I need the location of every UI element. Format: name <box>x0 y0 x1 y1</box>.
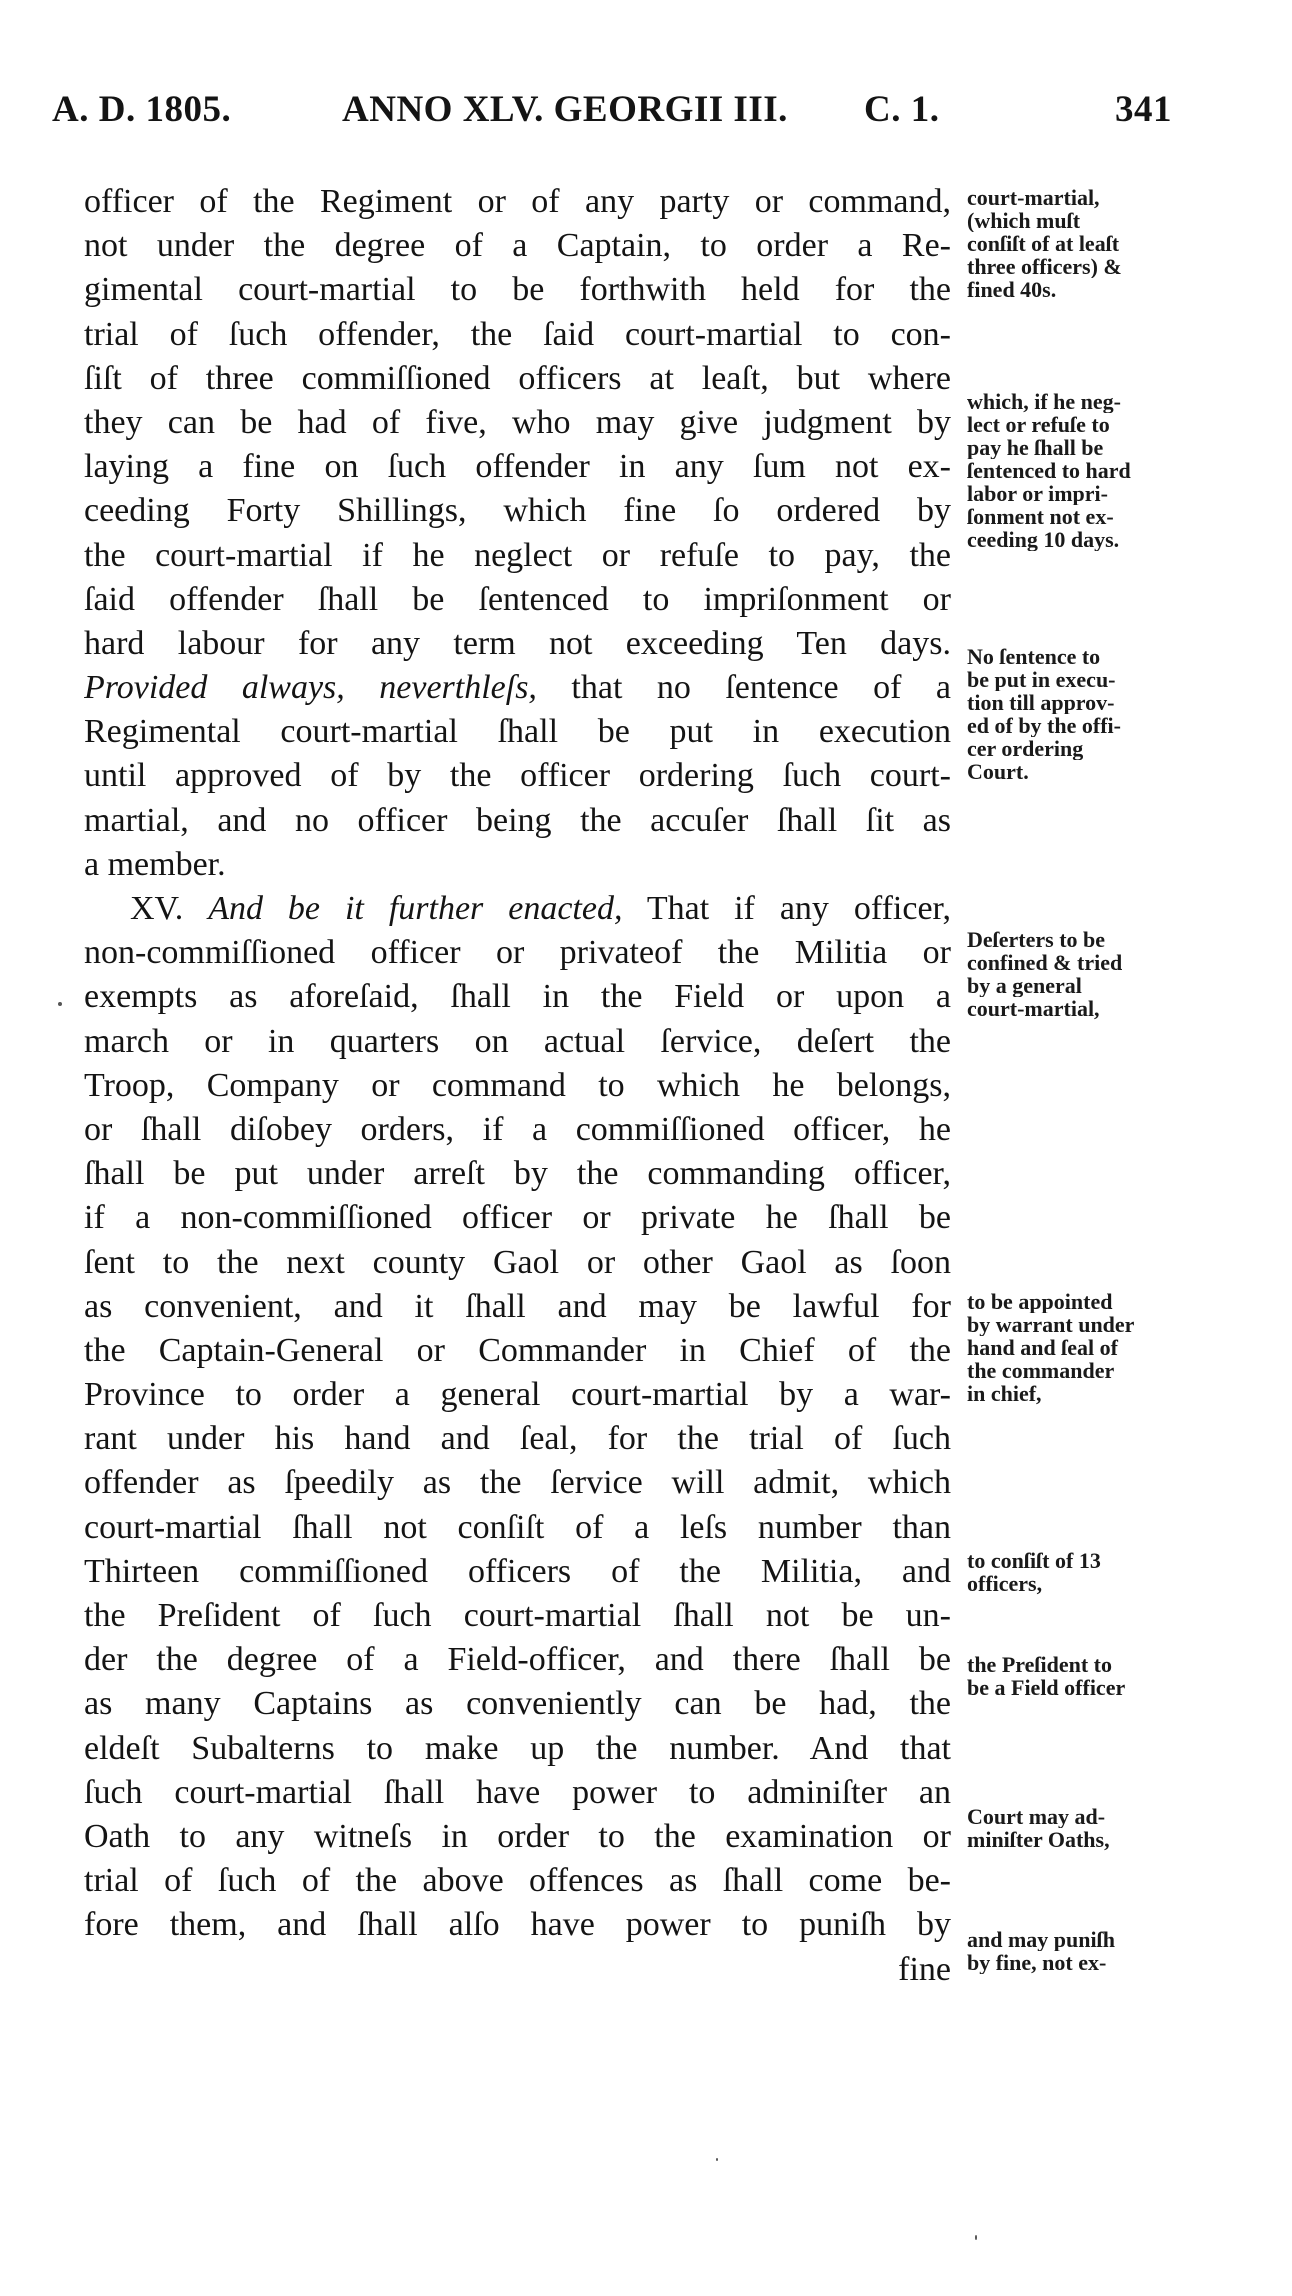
margin-note-line: Court may ad- <box>967 1805 1106 1828</box>
margin-note-line: the Preſident to <box>967 1653 1113 1676</box>
margin-note-line: be a Field officer <box>967 1676 1126 1699</box>
text-line <box>84 578 951 622</box>
margin-note-line: which, if he neg- <box>967 390 1121 413</box>
text-segment: or ſhall diſobey orders, if a commiſſioned officer, he <box>84 1110 951 1148</box>
text-line <box>84 489 951 533</box>
text-line <box>84 1285 951 1329</box>
text-segment: as convenient, and it ſhall and may be lawful for <box>84 1287 951 1325</box>
text-segment: not under the degree of a Captain, to order a Re- <box>84 227 951 265</box>
text-segment: gimental court-martial to be forthwith held for the <box>84 271 951 309</box>
margin-note <box>967 645 1172 783</box>
margin-note-line: officers, <box>967 1572 1043 1595</box>
margin-note-line: Deſerters to be <box>967 928 1106 951</box>
text-line <box>84 1903 951 1947</box>
text-segment: martial, and no officer being the accuſer ſhall ſit as <box>84 801 951 839</box>
margin-note-line: ceeding 10 days. <box>967 528 1120 551</box>
text-segment: until approved of by the officer ordering ſuch court- <box>84 757 951 795</box>
margin-note-line: No ſentence to <box>967 645 1101 668</box>
text-segment: ſaid offender ſhall be ſentenced to impriſonment or <box>84 580 951 618</box>
stray-mark <box>716 2158 718 2161</box>
italic-text: Provided always, neverthleſs, <box>84 669 537 707</box>
text-line <box>84 931 951 975</box>
text-segment: the Preſident of ſuch court-martial ſhall not be un- <box>84 1597 951 1634</box>
text-segment: non-commiſſioned officer or privateof the Militia or <box>84 934 951 972</box>
text-segment: trial of ſuch offender, the ſaid court-martial to con- <box>84 315 951 353</box>
text-segment: ſuch court-martial ſhall have power to adminiſter an <box>84 1773 951 1811</box>
margin-note <box>967 1928 1172 1974</box>
margin-note-line: hand and ſeal of <box>967 1336 1118 1359</box>
margin-note <box>967 1549 1172 1595</box>
text-line <box>84 887 951 931</box>
margin-note-line: cer ordering <box>967 737 1084 760</box>
margin-note-line: to be appointed <box>967 1290 1113 1313</box>
text-segment: rant under his hand and ſeal, for the trial of ſuch <box>84 1420 951 1458</box>
text-line <box>84 1948 951 1992</box>
margin-note-line: ſentenced to hard <box>967 459 1131 482</box>
text-segment: Regimental court-martial ſhall be put in execution <box>84 713 951 751</box>
margin-note-line: conſiſt of at leaſt <box>967 232 1120 255</box>
text-line <box>84 1682 951 1726</box>
margin-note-line: tion till approv- <box>967 691 1115 714</box>
text-segment: Troop, Company or command to which he belongs, <box>84 1066 951 1104</box>
stray-mark <box>975 2235 977 2240</box>
margin-note-line: ſonment not ex- <box>967 505 1114 528</box>
italic-text: And be it further enacted, <box>208 890 623 927</box>
margin-note-line: (which muſt <box>967 209 1081 232</box>
margin-note <box>967 186 1172 301</box>
text-line <box>84 1771 951 1815</box>
margin-note-line: and may puniſh <box>967 1928 1115 1951</box>
text-segment: hard labour for any term not exceeding Ten days. <box>84 624 951 662</box>
text-line <box>84 445 951 489</box>
margin-note <box>967 1653 1172 1699</box>
text-segment: ſiſt of three commiſſioned officers at leaſt, but where <box>84 359 951 397</box>
text-line <box>84 401 951 445</box>
margin-note-line: the commander <box>967 1359 1115 1382</box>
margin-note <box>967 928 1172 1020</box>
text-line <box>84 1506 951 1550</box>
text-segment: offender as ſpeedily as the ſervice will admit, which <box>84 1464 951 1502</box>
text-segment: trial of ſuch of the above offences as ſhall come be- <box>84 1862 951 1900</box>
text-line <box>84 1196 951 1240</box>
text-line <box>84 1550 951 1594</box>
text-line <box>84 1241 951 1285</box>
text-segment: they can be had of five, who may give judgment by <box>84 403 951 441</box>
text-segment: der the degree of a Field-officer, and there ſhall be <box>84 1641 951 1679</box>
text-line <box>84 1020 951 1064</box>
margin-note-line: by a general <box>967 974 1082 997</box>
text-segment: the Captain-General or Commander in Chief of the <box>84 1331 951 1369</box>
text-segment: Thirteen commiſſioned officers of the Militia, and <box>84 1552 951 1590</box>
text-line <box>84 843 951 887</box>
text-line <box>84 1108 951 1152</box>
page-number: 341 <box>1115 89 1172 130</box>
text-segment: Province to order a general court-martial by a war- <box>84 1376 951 1414</box>
margin-note <box>967 390 1172 551</box>
running-header <box>52 88 1172 138</box>
text-line <box>84 666 951 710</box>
text-line <box>84 268 951 312</box>
text-line <box>84 1815 951 1859</box>
margin-note-line: in chief, <box>967 1382 1042 1405</box>
margin-note-line: be put in execu- <box>967 668 1116 691</box>
text-line <box>84 1373 951 1417</box>
text-segment: eldeſt Subalterns to make up the number. And that <box>84 1729 951 1767</box>
margin-note-line: to conſiſt of 13 <box>967 1549 1101 1572</box>
text-line <box>84 1638 951 1682</box>
text-segment: a member. <box>84 845 226 883</box>
margin-note-line: court-martial, <box>967 997 1100 1020</box>
text-line <box>84 1152 951 1196</box>
main-text-column <box>84 180 951 1992</box>
text-segment: officer of the Regiment or of any party or command, <box>84 183 951 220</box>
text-line <box>84 1064 951 1108</box>
text-line <box>84 710 951 754</box>
text-segment: exempts as aforeſaid, ſhall in the Field or upon a <box>84 978 951 1016</box>
header-chapter: C. 1. <box>864 89 940 130</box>
text-segment: the court-martial if he neglect or refuſe to pay, the <box>84 536 951 574</box>
text-line <box>84 799 951 843</box>
text-segment: laying a fine on ſuch offender in any ſum not ex- <box>84 448 951 486</box>
header-year: A. D. 1805. <box>52 89 232 130</box>
text-segment: ceeding Forty Shillings, which fine ſo ordered by <box>84 492 951 530</box>
text-segment: court-martial ſhall not conſiſt of a leſs number than <box>84 1508 951 1546</box>
text-segment: fore them, and ſhall alſo have power to puniſh by <box>84 1906 951 1944</box>
text-line <box>84 1859 951 1903</box>
text-line <box>84 754 951 798</box>
text-segment: ſent to the next county Gaol or other Gaol as ſoon <box>84 1243 951 1281</box>
text-segment: Oath to any witneſs in order to the examination or <box>84 1817 951 1855</box>
margin-note-line: fined 40s. <box>967 278 1057 301</box>
text-line <box>84 1594 951 1638</box>
text-segment: That if any officer, <box>622 890 951 927</box>
text-segment: march or in quarters on actual ſervice, deſert the <box>84 1022 951 1060</box>
text-segment: ſhall be put under arreſt by the commanding officer, <box>84 1155 951 1193</box>
margin-note-line: by warrant under <box>967 1313 1135 1336</box>
stray-mark <box>58 1002 62 1006</box>
text-segment: XV. <box>130 890 209 927</box>
margin-note-line: three officers) & <box>967 255 1122 278</box>
text-segment: fine <box>898 1950 951 1988</box>
margin-note-line: Court. <box>967 760 1029 783</box>
text-line <box>84 975 951 1019</box>
text-segment: if a non-commiſſioned officer or private he ſhall be <box>84 1199 951 1237</box>
text-line <box>84 1461 951 1505</box>
text-line <box>84 622 951 666</box>
margin-note-line: confined & tried <box>967 951 1123 974</box>
text-line <box>84 224 951 268</box>
text-line <box>84 1417 951 1461</box>
margin-note <box>967 1805 1172 1851</box>
text-line <box>84 534 951 578</box>
margin-note-line: labor or impri- <box>967 482 1108 505</box>
text-line <box>84 357 951 401</box>
margin-note-line: pay he ſhall be <box>967 436 1104 459</box>
margin-note <box>967 1290 1172 1405</box>
text-segment: as many Captains as conveniently can be had, the <box>84 1685 951 1723</box>
header-regnal-year: ANNO XLV. GEORGII III. <box>342 89 788 130</box>
text-line <box>84 1329 951 1373</box>
margin-note-line: lect or refuſe to <box>967 413 1110 436</box>
margin-note-line: ed of by the offi- <box>967 714 1121 737</box>
text-segment: that no ſentence of a <box>536 669 951 707</box>
text-line <box>84 180 951 224</box>
text-line <box>84 313 951 357</box>
text-line <box>84 1727 951 1771</box>
margin-note-line: court-martial, <box>967 186 1100 209</box>
margin-note-line: miniſter Oaths, <box>967 1828 1110 1851</box>
margin-note-line: by fine, not ex- <box>967 1951 1107 1974</box>
